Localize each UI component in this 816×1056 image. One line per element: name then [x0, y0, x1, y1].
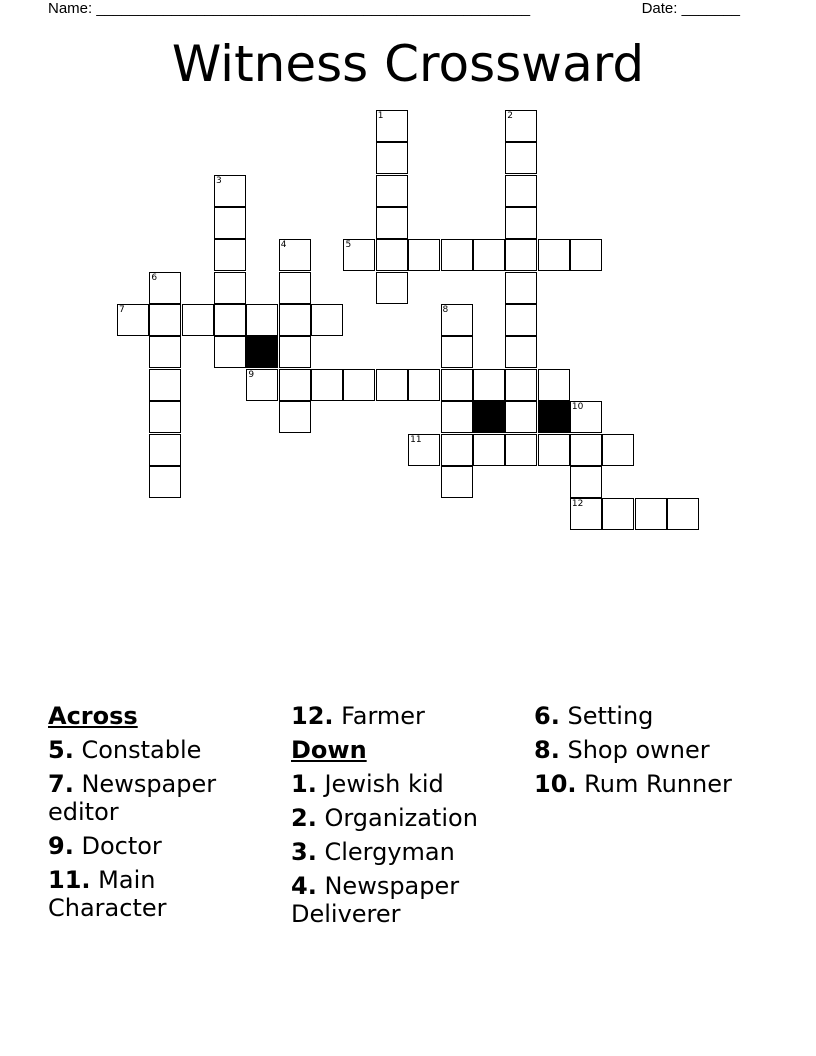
cell-number: 3 — [216, 175, 222, 186]
clue-number: 1. — [291, 770, 317, 798]
grid-cell[interactable] — [214, 304, 246, 336]
grid-cell[interactable] — [667, 498, 699, 530]
clue-number: 3. — [291, 838, 317, 866]
grid-cell[interactable] — [505, 272, 537, 304]
clue-text: Main Character — [48, 866, 167, 922]
grid-cell[interactable] — [376, 369, 408, 401]
grid-cell[interactable] — [441, 401, 473, 433]
grid-cell[interactable] — [149, 336, 181, 368]
grid-cell[interactable] — [602, 498, 634, 530]
grid-cell[interactable] — [473, 239, 505, 271]
clue-text: Farmer — [341, 702, 425, 730]
grid-cell[interactable] — [441, 369, 473, 401]
grid-block-cell — [538, 401, 570, 433]
clue-text: Clergyman — [324, 838, 455, 866]
grid-cell[interactable] — [538, 239, 570, 271]
across-heading: Across — [48, 702, 138, 730]
clue-down-1 — [291, 770, 521, 798]
clue-across-9 — [48, 832, 278, 860]
grid-cell[interactable] — [570, 401, 602, 433]
cell-number: 7 — [119, 305, 125, 316]
clue-number: 8. — [534, 736, 560, 764]
clues-column-3 — [534, 702, 764, 804]
clues-column-2 — [291, 702, 521, 934]
clue-text: Constable — [81, 736, 202, 764]
grid-cell[interactable] — [376, 175, 408, 207]
clue-number: 11. — [48, 866, 91, 894]
grid-cell[interactable] — [279, 369, 311, 401]
clue-number: 9. — [48, 832, 74, 860]
grid-cell[interactable] — [117, 304, 149, 336]
cell-number: 9 — [248, 369, 255, 380]
grid-cell[interactable] — [279, 304, 311, 336]
grid-cell[interactable] — [343, 369, 375, 401]
grid-cell[interactable] — [279, 336, 311, 368]
clue-down-2 — [291, 804, 521, 832]
grid-cell[interactable] — [570, 239, 602, 271]
grid-cell[interactable] — [214, 175, 246, 207]
grid-cell[interactable] — [441, 434, 473, 466]
grid-cell[interactable] — [182, 304, 214, 336]
grid-cell[interactable] — [408, 239, 440, 271]
grid-cell[interactable] — [279, 239, 311, 271]
grid-cell[interactable] — [441, 304, 473, 336]
clue-across-7 — [48, 770, 278, 826]
clue-text: Newspaper Deliverer — [291, 872, 460, 928]
clue-across-11 — [48, 866, 278, 922]
grid-cell[interactable] — [376, 110, 408, 142]
clue-number: 6. — [534, 702, 560, 730]
page-title: Witness Crossward — [171, 35, 645, 93]
grid-cell[interactable] — [343, 239, 375, 271]
grid-cell[interactable] — [246, 304, 278, 336]
clue-text: Newspaper editor — [48, 770, 217, 826]
cell-number: 5 — [345, 240, 352, 251]
cell-number: 10 — [571, 402, 584, 413]
grid-cell[interactable] — [246, 369, 278, 401]
grid-cell[interactable] — [149, 434, 181, 466]
grid-cell[interactable] — [505, 207, 537, 239]
clue-number: 12. — [291, 702, 334, 730]
grid-cell[interactable] — [635, 498, 667, 530]
clue-down-3 — [291, 838, 521, 866]
grid-cell[interactable] — [505, 110, 537, 142]
grid-cell[interactable] — [214, 207, 246, 239]
grid-cell[interactable] — [570, 466, 602, 498]
grid-cell[interactable] — [408, 369, 440, 401]
grid-cell[interactable] — [149, 401, 181, 433]
clue-across-12 — [291, 702, 521, 730]
clue-number: 4. — [291, 872, 317, 900]
grid-cell[interactable] — [441, 336, 473, 368]
grid-cell[interactable] — [214, 272, 246, 304]
grid-cell[interactable] — [505, 369, 537, 401]
grid-cell[interactable] — [473, 434, 505, 466]
clue-text: Doctor — [81, 832, 162, 860]
grid-cell[interactable] — [570, 434, 602, 466]
grid-cell[interactable] — [214, 239, 246, 271]
clues-column-1 — [48, 702, 278, 928]
grid-cell[interactable] — [473, 369, 505, 401]
grid-cell[interactable] — [602, 434, 634, 466]
name-field-label: Name: ____________________________________________________ — [48, 0, 531, 17]
cell-number: 2 — [507, 111, 513, 121]
grid-cell[interactable] — [505, 175, 537, 207]
cell-number: 11 — [410, 434, 422, 445]
cell-number: 8 — [442, 305, 449, 316]
clue-number: 5. — [48, 736, 74, 764]
grid-cell[interactable] — [505, 142, 537, 174]
grid-cell[interactable] — [214, 336, 246, 368]
grid-cell[interactable] — [376, 207, 408, 239]
cell-number: 6 — [151, 272, 158, 283]
grid-cell[interactable] — [505, 304, 537, 336]
grid-cell[interactable] — [149, 304, 181, 336]
grid-cell[interactable] — [538, 369, 570, 401]
grid-cell[interactable] — [570, 498, 602, 530]
grid-cell[interactable] — [149, 272, 181, 304]
cell-number: 1 — [377, 111, 384, 121]
date-field-label: Date: _______ — [641, 0, 740, 17]
clue-text: Jewish kid — [324, 770, 444, 798]
clue-across-5 — [48, 736, 278, 764]
grid-cell[interactable] — [279, 401, 311, 433]
cell-number: 4 — [280, 240, 287, 251]
grid-cell[interactable] — [311, 369, 343, 401]
grid-cell[interactable] — [376, 272, 408, 304]
clue-number: 2. — [291, 804, 317, 832]
clue-text: Shop owner — [567, 736, 710, 764]
grid-cell[interactable] — [441, 239, 473, 271]
grid-cell[interactable] — [279, 272, 311, 304]
grid-block-cell — [473, 401, 505, 433]
grid-cell[interactable] — [538, 434, 570, 466]
clue-number: 7. — [48, 770, 74, 798]
clue-down-8 — [534, 736, 764, 764]
clue-text: Organization — [324, 804, 478, 832]
grid-cell[interactable] — [505, 401, 537, 433]
grid-cell[interactable] — [441, 466, 473, 498]
clue-text: Setting — [567, 702, 654, 730]
grid-cell[interactable] — [376, 142, 408, 174]
clue-down-4 — [291, 872, 521, 928]
grid-cell[interactable] — [149, 369, 181, 401]
clue-down-10 — [534, 770, 764, 798]
grid-cell[interactable] — [505, 239, 537, 271]
grid-cell[interactable] — [505, 336, 537, 368]
down-heading: Down — [291, 736, 367, 764]
grid-cell[interactable] — [311, 304, 343, 336]
grid-cell[interactable] — [505, 434, 537, 466]
cell-number: 12 — [571, 499, 584, 510]
clue-number: 10. — [534, 770, 577, 798]
grid-block-cell — [246, 336, 278, 368]
clue-text: Rum Runner — [584, 770, 732, 798]
grid-cell[interactable] — [408, 434, 440, 466]
grid-cell[interactable] — [376, 239, 408, 271]
clue-down-6 — [534, 702, 764, 730]
grid-cell[interactable] — [149, 466, 181, 498]
